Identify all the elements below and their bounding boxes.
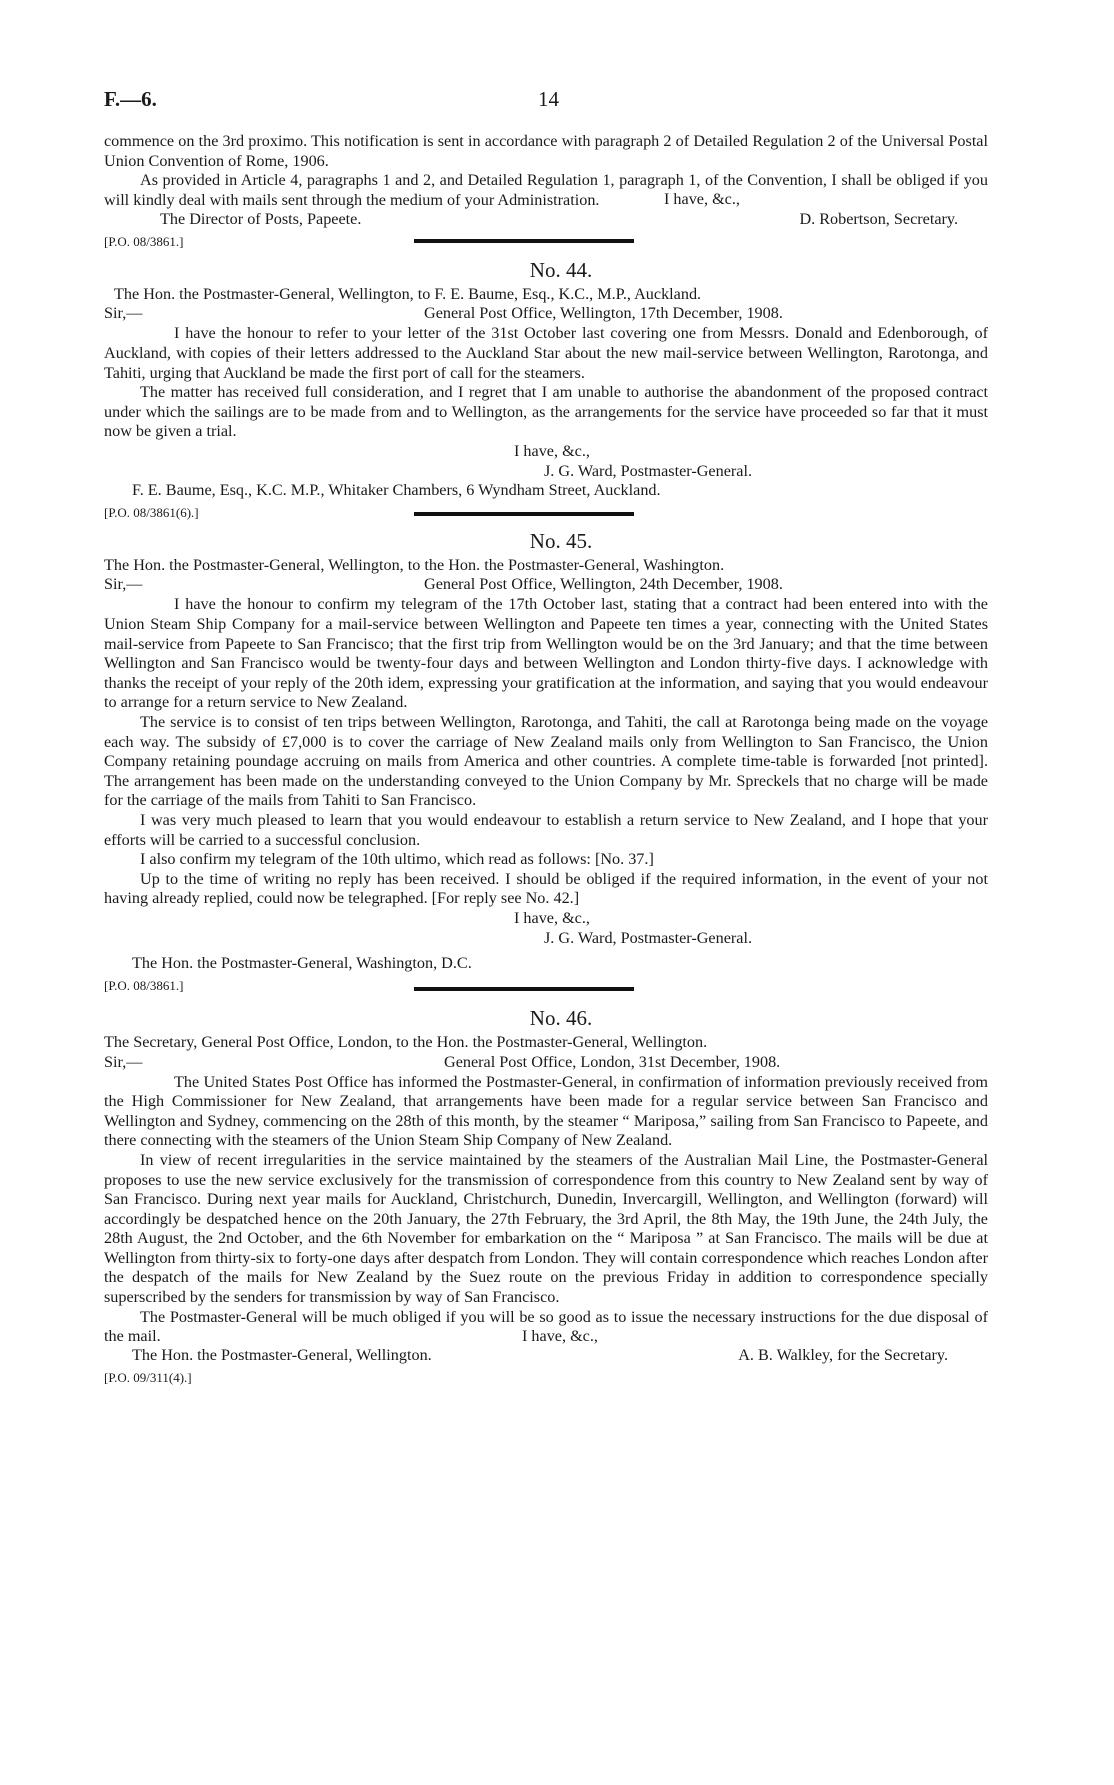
- letter-addressee: F. E. Baume, Esq., K.C. M.P., Whitaker Chambers, 6 Wyndham Street, Auckland.: [132, 481, 661, 500]
- page-header: [104, 87, 988, 132]
- document-page: [104, 87, 988, 1388]
- intro-file-reference: [P.O. 08/3861.]: [104, 233, 184, 249]
- salutation: Sir,—: [104, 1052, 143, 1071]
- dateline: General Post Office, Wellington, 24th December, 1908.: [424, 575, 783, 594]
- letter-paragraph-2: In view of recent irregularities in the service maintained by the steamers of the Australian Mail Line, the Postmaster-General proposes to use the new service exclusively for the transmission of correspondence from this country to New Zealand sent by way of San Francisco. During next year mails for Auckland, Christchurch, Dunedin, Invercargill, Wellington, and Wellington (forward) will accordingly be despatched hence on the 20th January, the 27th February, the 3rd April, the 8th May, the 19th June, the 24th July, the 28th August, the 2nd October, and the 6th November for embarkation on the “ Mariposa ” at San Francisco. The mails will be due at Wellington from thirty-six to forty-one days after despatch from London. They will contain correspondence which reaches London after the despatch of the mails for New Zealand by the Suez route on the previous Friday in addition to correspondence specially superscribed by the senders for transmission by way of San Francisco.: [104, 1150, 988, 1307]
- intro-address-row: [104, 210, 988, 230]
- letter-heading: No. 46.: [529, 1006, 593, 1031]
- letter-no-44: [104, 258, 988, 522]
- letter-addressee: The Hon. the Postmaster-General, Wellington.: [132, 1346, 432, 1365]
- dateline: General Post Office, London, 31st December, 1908.: [444, 1052, 781, 1071]
- letter-paragraph-2: The matter has received full consideration, and I regret that I am unable to authorise the abandonment of the proposed contract under which the sailings are to be made from and to Wellington, as the arrangements for the service have proceeded so far that it must now be given a trial.: [104, 383, 988, 441]
- salutation-line: [104, 575, 988, 595]
- salutation-line: [104, 304, 988, 324]
- letter-paragraph-3: The Postmaster-General will be much obliged if you will be so good as to issue the necessary instructions for the due disposal of the mail.: [104, 1307, 988, 1346]
- intro-paragraph-2: As provided in Article 4, paragraphs 1 and 2, and Detailed Regulation 1, paragraph 1, of the Convention, I shall be obliged if you will kindly deal with mails sent through the medium of your Administration.: [104, 171, 988, 209]
- salutation-line: [104, 1053, 988, 1073]
- document-reference: F.—6.: [104, 87, 157, 111]
- letter-file-reference: [P.O. 09/311(4).]: [104, 1370, 192, 1386]
- letter-heading: No. 45.: [529, 529, 593, 554]
- intro-letter: [104, 132, 988, 251]
- letter-closing: I have, &c.,: [514, 908, 590, 927]
- letter-paragraph-4: I also confirm my telegram of the 10th ultimo, which read as follows: [No. 37.]: [140, 850, 654, 869]
- letter-heading: No. 44.: [529, 258, 593, 283]
- letter-file-reference: [P.O. 08/3861.]: [104, 977, 184, 993]
- letter-signature: J. G. Ward, Postmaster-General.: [544, 461, 753, 480]
- letter-address-row: [104, 1346, 988, 1366]
- salutation: Sir,—: [104, 304, 143, 323]
- intro-paragraph-1: commence on the 3rd proximo. This notification is sent in accordance with paragraph 2 of Detailed Regulation 2 of the Universal Postal Union Convention of Rome, 1906.: [104, 132, 988, 170]
- letter-file-reference: [P.O. 08/3861(6).]: [104, 504, 199, 520]
- letter-paragraph-1: I have the honour to refer to your letter of the 31st October last covering one from Messrs. Donald and Edenborough, of Auckland, with copies of their letters addressed to the Auckland Star about the new mail-service between Wellington, Rarotonga, and Tahiti, urging that Auckland be made the first port of call for the steamers.: [104, 324, 988, 382]
- letter-paragraph-1: I have the honour to confirm my telegram of the 17th October last, stating that a contract had been entered into with the Union Steam Ship Company for a mail-service between Wellington and Papeete ten times a year, connecting with the United States mail-service from Papeete to San Francisco; that the first trip from Wellington would be on the 3rd January; and that the time between Wellington and San Francisco would be twenty-four days and between Wellington and London thirty-five days. I acknowledge with thanks the receipt of your reply of the 20th idem, expressing your gratification at the information, and saying that you would endeavour to arrange for a return service to New Zealand.: [104, 595, 988, 712]
- letter-paragraph-1: The United States Post Office has informed the Postmaster-General, in confirmation of information previously received from the High Commissioner for New Zealand, that arrangements have been made for a regular service between San Francisco and Wellington and Sydney, commencing on the 28th of this month, by the steamer “ Mariposa,” sailing from San Francisco to Papeete, and there connecting with the steamers of the Union Steam Ship Company of New Zealand.: [104, 1072, 988, 1150]
- intro-addressee: The Director of Posts, Papeete.: [160, 209, 362, 228]
- letter-no-45: [104, 529, 988, 995]
- salutation: Sir,—: [104, 575, 143, 594]
- letter-paragraph-3: I was very much pleased to learn that you would endeavour to establish a return service to New Zealand, and I hope that your efforts will be carried to a successful conclusion.: [104, 811, 988, 849]
- letter-route: The Hon. the Postmaster-General, Wellington, to F. E. Baume, Esq., K.C., M.P., Auckland.: [114, 284, 702, 303]
- letter-signature: A. B. Walkley, for the Secretary.: [738, 1346, 948, 1365]
- letter-route: The Secretary, General Post Office, London, to the Hon. the Postmaster-General, Wellington.: [104, 1032, 708, 1051]
- intro-signature: D. Robertson, Secretary.: [799, 209, 958, 228]
- letter-paragraph-5: Up to the time of writing no reply has been received. I should be obliged if the required information, in the event of your not having already replied, could now be telegraphed. [For reply see No. 42.]: [104, 869, 988, 908]
- letter-closing: I have, &c.,: [514, 441, 590, 460]
- letter-route: The Hon. the Postmaster-General, Wellington, to the Hon. the Postmaster-General, Washington.: [104, 555, 725, 574]
- letter-addressee: The Hon. the Postmaster-General, Washington, D.C.: [132, 954, 472, 973]
- letter-paragraph-2: The service is to consist of ten trips between Wellington, Rarotonga, and Tahiti, the call at Rarotonga being made on the voyage each way. The subsidy of £7,000 is to cover the carriage of New Zealand mails only from Wellington to San Francisco, the Union Company retaining poundage accruing on mails from America and other countries. A complete time-table is forwarded [not printed]. The arrangement has been made on the understanding conveyed to the Union Company by Mr. Spreckels that no charge will be made for the carriage of the mails from Tahiti to San Francisco.: [104, 713, 988, 810]
- letter-no-46: [104, 1006, 988, 1387]
- dateline: General Post Office, Wellington, 17th December, 1908.: [424, 304, 783, 323]
- intro-closing: I have, &c.,: [664, 190, 740, 209]
- letter-closing: I have, &c.,: [522, 1326, 598, 1345]
- page-number: 14: [538, 87, 559, 111]
- letter-signature: J. G. Ward, Postmaster-General.: [544, 928, 753, 947]
